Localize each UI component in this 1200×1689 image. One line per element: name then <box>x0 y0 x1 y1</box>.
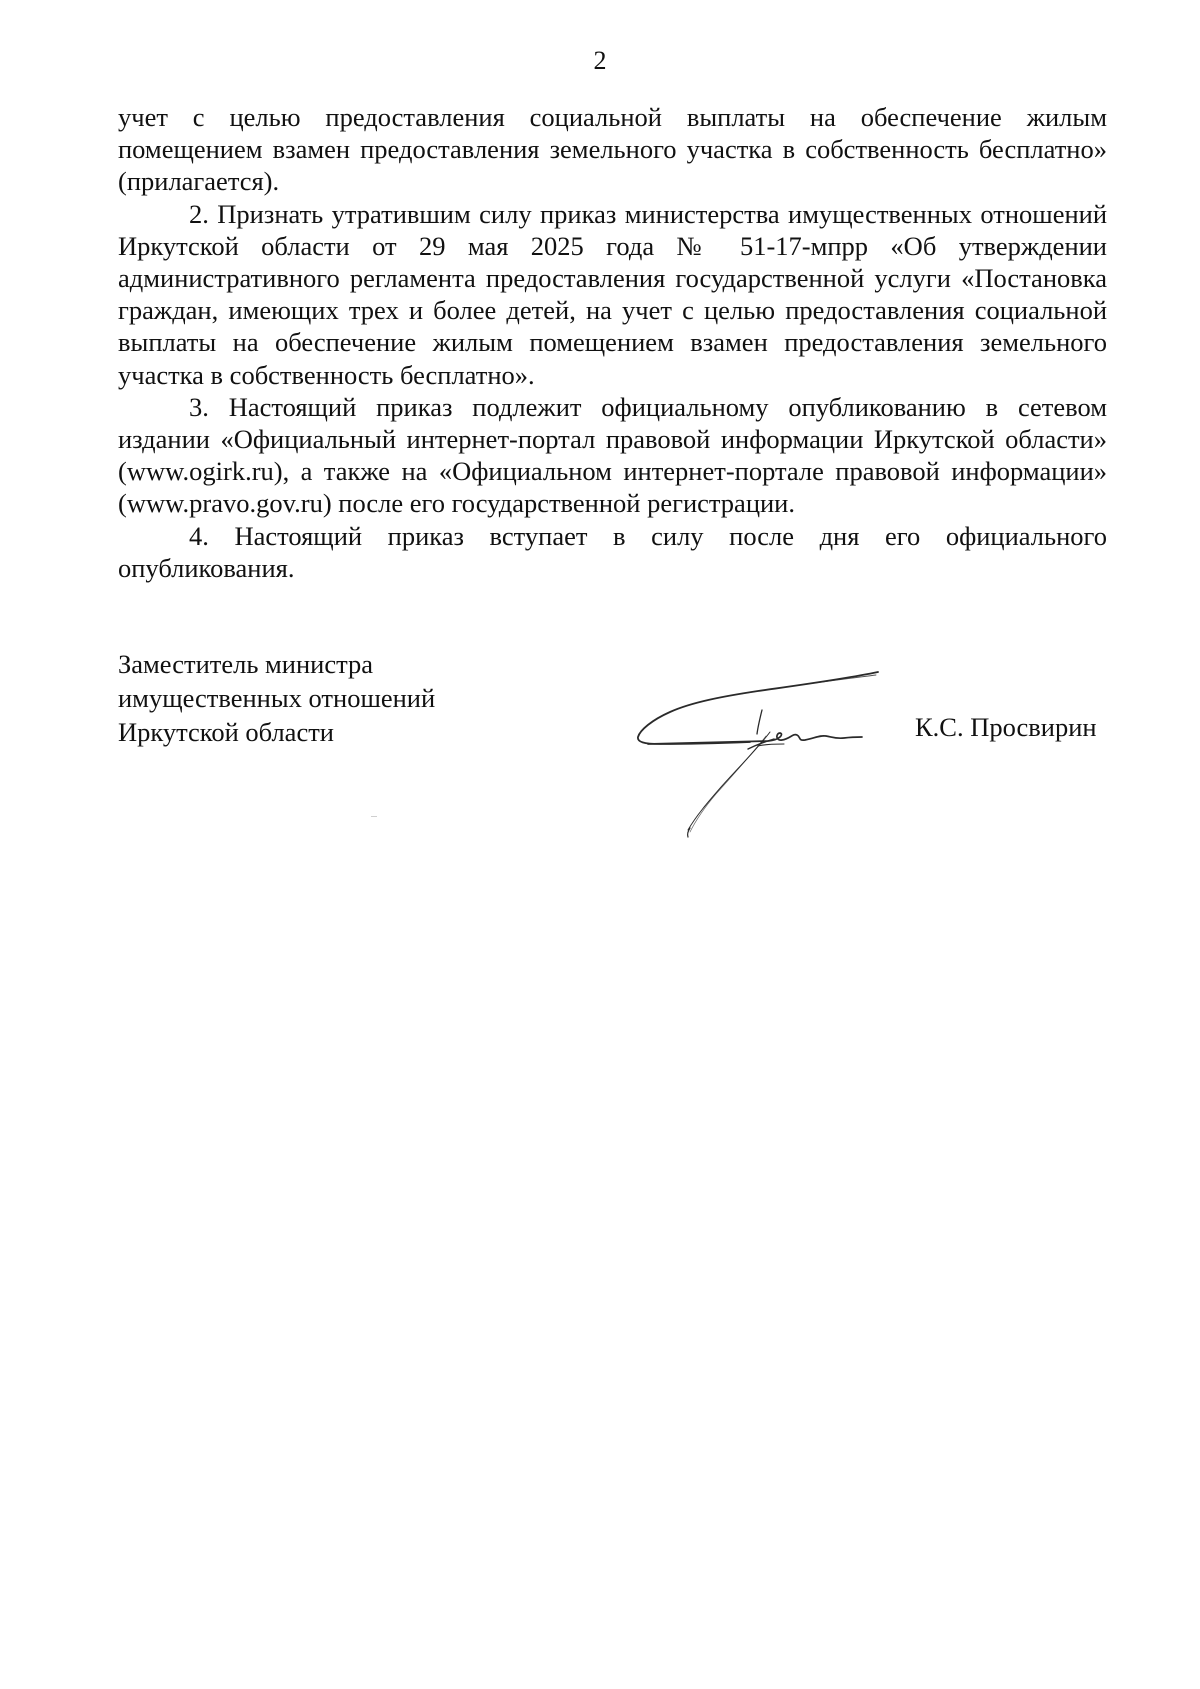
document-body <box>118 101 1107 584</box>
signer-position-line: Заместитель министра <box>118 649 374 679</box>
signer-position-line: Иркутской области <box>118 717 334 747</box>
signer-position <box>118 647 578 749</box>
signer-position-line: имущественных отношений <box>118 683 436 713</box>
handwritten-signature-icon <box>630 648 880 838</box>
paragraph-item-4: 4. Настоящий приказ вступает в силу после дня его официального опубликования. <box>118 520 1107 583</box>
paragraph-continuation: учет с целью предоставления социальной выплаты на обеспечение жилым помещением взамен предоставления земельного участка в собственность бесплатно» (прилагается). <box>118 102 1107 197</box>
scan-speck <box>371 816 377 817</box>
paragraph-item-3: 3. Настоящий приказ подлежит официальному опубликованию в сетевом издании «Официальный интернет-портал правовой информации Иркутской области» (www.ogirk.ru), а также на «Официальном интернет-портале правовой информации» (www.pravo.gov.ru) после его государственной регистрации. <box>118 391 1107 519</box>
paragraph-item-2: 2. Признать утратившим силу приказ министерства имущественных отношений Иркутской области от 29 мая 2025 года № 51-17-мпрр «Об утверждении административного регламента предоставления государственной услуги «Постановка граждан, имеющих трех и более детей, на учет с целью предоставления социальной выплаты на обеспечение жилым помещением взамен предоставления земельного участка в собственность бесплатно». <box>118 198 1107 390</box>
page-number: 2 <box>593 46 607 75</box>
signer-name: К.С. Просвирин <box>915 712 1097 742</box>
